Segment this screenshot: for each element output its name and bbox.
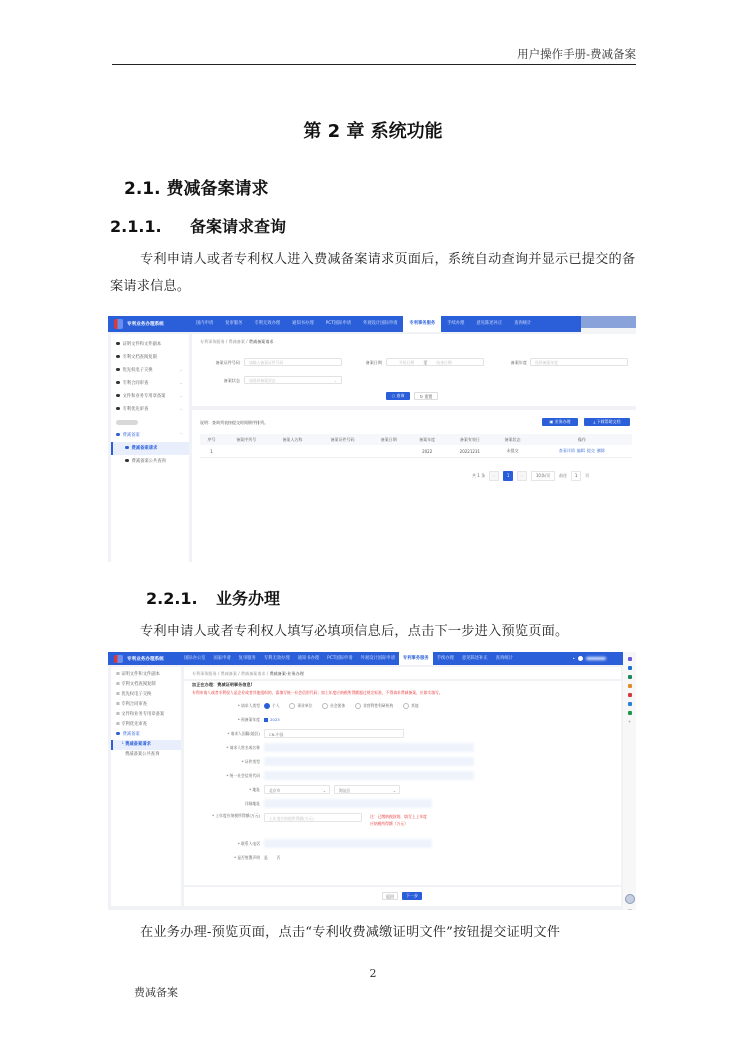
date-end: 结束日期: [436, 360, 452, 365]
field-label: * 统一社会信用代码: [226, 773, 260, 778]
section-number: 2.1.1.: [110, 217, 162, 236]
cell-operations: [532, 445, 632, 458]
sidebar-item-fee-filing-public-query[interactable]: 费减备案公共查询: [125, 752, 160, 757]
bullet-icon: [116, 381, 120, 385]
field-credit-code: [184, 771, 621, 781]
divider: [184, 885, 621, 887]
id-number-input[interactable]: 请输入备案证件号码: [244, 358, 342, 366]
column-header: 操作: [532, 434, 632, 445]
radio-option[interactable]: 非营利性科研机构: [355, 703, 393, 708]
list-icon: ☰: [116, 672, 122, 677]
bullet-icon: [116, 342, 120, 346]
taxable-income-input[interactable]: 上年度应纳税所得额(万元): [264, 813, 362, 822]
province-select[interactable]: 北京市 ⌄: [264, 785, 330, 794]
screenshot-business-handling: [108, 652, 636, 910]
radio-checked-icon: [264, 703, 270, 709]
breadcrumb-item[interactable]: 专利事务服务: [192, 671, 217, 676]
column-header: 备案有效日: [446, 434, 493, 445]
back-button[interactable]: 返回: [382, 892, 398, 900]
column-header: 备案人名称: [269, 434, 315, 445]
sidebar-item[interactable]: 专利文档查阅复制: [111, 351, 189, 364]
extension-icon[interactable]: [628, 702, 632, 706]
app-logo: [108, 319, 190, 329]
column-header: 备案年度: [408, 434, 447, 445]
download-help-button[interactable]: ⤓ 下载帮助文档: [584, 418, 630, 426]
status-placeholder: 请选择备案状态: [249, 378, 276, 383]
field-applicant-type: [184, 701, 621, 711]
filing-table: [200, 434, 632, 458]
screenshot-request-query: [108, 316, 636, 562]
field-filing-year: [184, 715, 621, 725]
nav-item[interactable]: 专利无效办理: [254, 321, 281, 326]
running-footer: 费减备案: [134, 986, 178, 999]
bullet-icon: [116, 407, 120, 411]
bell-icon[interactable]: •: [572, 656, 575, 661]
avatar: [578, 656, 583, 661]
business-handle-button[interactable]: ▣ 业务办理: [542, 418, 578, 426]
chevron-down-icon: ⌄: [179, 394, 183, 399]
column-header: 序号: [200, 434, 223, 445]
sidebar-group-fee-filing[interactable]: 费减备案 ⌃: [111, 429, 189, 442]
field-id-type: [184, 757, 621, 767]
list-icon: ☰: [116, 682, 122, 687]
chevron-down-icon: ⌄: [322, 788, 326, 793]
field-detail-address: [184, 799, 621, 809]
running-header: [112, 46, 636, 65]
bullet-icon: [125, 459, 129, 463]
bullet-icon: [116, 368, 120, 372]
extension-icon[interactable]: [628, 657, 632, 661]
nav-item[interactable]: 国内申请: [196, 321, 214, 326]
date-label: 备案日期: [365, 360, 382, 365]
section-number: 2.2.1.: [146, 589, 198, 608]
field-label: * 上年度应纳税所得额(万元): [212, 813, 260, 818]
breadcrumb: 专利事务服务 / 费减备案 / 费减备案请求: [200, 339, 274, 344]
radio-icon: [289, 703, 295, 709]
column-header: 备案序列号: [223, 434, 269, 445]
breadcrumb-item[interactable]: 专利事务服务: [200, 339, 225, 344]
top-nav-bar: [108, 652, 623, 665]
year-checkbox[interactable]: 2023: [264, 715, 280, 725]
nav-item[interactable]: 外观设计国际申请: [360, 656, 395, 661]
nav-item[interactable]: 复审服务: [238, 656, 256, 661]
extension-icon[interactable]: [628, 675, 632, 679]
assistant-avatar-icon[interactable]: [625, 894, 635, 904]
field-label: * 请求人姓名或名称: [226, 745, 260, 750]
sidebar-item[interactable]: ☰ 专利文档查阅复制: [116, 682, 156, 687]
radio-option[interactable]: 社会团体: [322, 703, 345, 708]
field-label: * 是否签署声明: [234, 855, 260, 860]
field-contact-phone: [184, 839, 621, 849]
form-warning: 专利申请人或者专利权人是企业或者其他组织的，需填写统一社会信用代码；如上年度应纳税所得额超过规定标准，不得请求费减备案，应如实填写。: [192, 690, 443, 695]
status-label: 备案状态: [223, 378, 240, 383]
user-menu[interactable]: [573, 656, 606, 661]
sidebar-item[interactable]: ☰ 优先权电子交换: [116, 692, 152, 697]
logo-icon: [114, 319, 123, 329]
field-label: * 请求人国籍(地区): [227, 731, 260, 736]
nav-item[interactable]: 外观设计国际申请: [363, 321, 398, 326]
nav-item[interactable]: 意见陈述补正: [461, 656, 488, 661]
next-step-button[interactable]: 下一步: [402, 892, 422, 900]
running-header-text: 用户操作手册-费减备案: [517, 47, 636, 61]
sidebar-item[interactable]: ☰ 证明文件和文件副本: [116, 672, 160, 677]
app-title: 专利业务办理系统: [127, 656, 164, 662]
list-icon: ☰: [116, 692, 122, 697]
year-label: 备案年度: [510, 360, 527, 365]
refresh-icon: ↻: [419, 394, 425, 399]
nav-item[interactable]: 手续办理: [447, 321, 465, 326]
total-count: 共 1 条: [472, 473, 486, 478]
cell-name: [269, 445, 315, 458]
nav-item[interactable]: PCT国际申请: [327, 656, 353, 661]
section-title: 业务办理: [216, 589, 281, 608]
chevron-down-icon: ⌄: [179, 381, 183, 386]
field-label: * 证件类型: [241, 759, 260, 764]
field-label: * 预备案年度: [237, 717, 260, 722]
table-row: [200, 445, 632, 458]
nav-item[interactable]: 通知书办理: [297, 656, 320, 661]
table-header-row: [200, 434, 632, 445]
nav-item[interactable]: 国家申请: [213, 656, 231, 661]
goto-label: 前往: [559, 473, 568, 478]
divider: [192, 406, 636, 410]
bullet-icon: [125, 446, 129, 450]
breadcrumb-item[interactable]: 费减备案: [220, 671, 237, 676]
year-input[interactable]: 选择备案年度: [530, 358, 628, 366]
chevron-down-icon: ⌄: [392, 788, 396, 793]
nav-item-active[interactable]: 专利事务服务: [403, 316, 441, 332]
column-header: 备案证件号码: [316, 434, 370, 445]
reset-button[interactable]: ↻ 重置: [414, 392, 438, 400]
chapter-title: 第 2 章 系统功能: [303, 121, 443, 142]
section-heading-2-1-1: [110, 214, 286, 237]
chevron-down-icon: ⌄: [179, 407, 183, 412]
taxable-income-note: 注：已缴纳税款的，填写上上年度应纳税所得额（万元）: [370, 814, 427, 826]
radio-icon: [355, 703, 361, 709]
sidebar-item-fee-filing-request[interactable]: 费减备案请求: [111, 442, 189, 455]
column-header: 备案状态: [493, 434, 532, 445]
page-button[interactable]: 1: [503, 471, 513, 481]
district-select[interactable]: 海淀区 ⌄: [334, 785, 400, 794]
delete-link[interactable]: 删除: [596, 448, 605, 453]
nav-item[interactable]: 复审服务: [225, 321, 243, 326]
bullet-icon: [116, 732, 120, 736]
sidebar-item[interactable]: ☰ 专利优先审查: [116, 722, 147, 727]
submit-link[interactable]: 提交: [586, 448, 595, 453]
paragraph-business-intro: 专利申请人或者专利权人填写必填项信息后，点击下一步进入预览页面。: [140, 624, 569, 639]
edit-link[interactable]: 编辑: [576, 448, 585, 453]
status-select[interactable]: [244, 376, 342, 384]
cell-serial: [223, 445, 269, 458]
field-nationality: [184, 729, 621, 739]
sidebar-item[interactable]: 专利优先审查 ⌄: [111, 403, 189, 416]
date-separator: 至: [423, 360, 428, 365]
document-icon: ▣: [549, 419, 555, 424]
field-applicant-name: [184, 743, 621, 753]
nav-item[interactable]: 通知书办理: [292, 321, 314, 326]
list-note: 说明：查询列表按提交时间倒序排列。: [200, 420, 268, 425]
goto-page-input[interactable]: 1: [571, 471, 581, 481]
radio-option-no[interactable]: 否: [276, 855, 281, 860]
redacted-username: [586, 657, 606, 660]
main-content: [184, 667, 621, 906]
cell-valid-until: 20221231: [446, 445, 493, 458]
radio-group: [264, 853, 280, 863]
nav-item[interactable]: 查询统计: [495, 656, 513, 661]
cell-status: 未提交: [493, 445, 532, 458]
field-label: * 联系人电话: [237, 841, 260, 846]
top-nav-bar: [108, 316, 636, 332]
radio-option[interactable]: 事业单位: [289, 703, 312, 708]
field-label: * 地址: [249, 787, 260, 792]
radio-option-yes[interactable]: 是: [264, 855, 268, 860]
section-heading-2-1: 2.1. 费减备案请求: [124, 179, 269, 199]
download-icon: ⤓: [593, 419, 597, 424]
sidebar-group-fee-filing[interactable]: 费减备案: [111, 730, 181, 740]
view-detail-link[interactable]: 查看详情: [558, 448, 575, 453]
redacted-item: [116, 420, 138, 425]
pagination: [472, 471, 589, 481]
extension-icon[interactable]: [628, 711, 632, 715]
nav-item[interactable]: 国际办公室: [184, 656, 206, 661]
credit-code-input[interactable]: [264, 771, 474, 780]
field-address: [184, 785, 621, 795]
list-icon: ☰: [116, 722, 122, 727]
id-number-label: 备案证件号码: [215, 360, 240, 365]
field-label: * 请求人类型: [237, 703, 260, 708]
extension-icon[interactable]: [628, 684, 632, 688]
radio-option[interactable]: 个人: [264, 703, 280, 708]
cell-date: [369, 445, 408, 458]
section-heading-2-2-1: [146, 586, 280, 609]
app-title: 专利业务办理系统: [127, 322, 164, 327]
sidebar-item[interactable]: 证明文件和文件副本: [111, 338, 189, 351]
radio-group: [264, 701, 419, 711]
field-taxable-income: [184, 813, 621, 829]
next-page-button[interactable]: ›: [517, 471, 527, 481]
radio-icon: [403, 703, 409, 709]
sidebar: [111, 667, 181, 906]
nav-item[interactable]: 查询统计: [514, 321, 532, 326]
sidebar: [111, 334, 189, 562]
date-range-input[interactable]: [386, 358, 484, 366]
sidebar-item[interactable]: ☰ 文件和业务专用章备案: [116, 712, 165, 717]
paragraph-preview-intro: 在业务办理-预览页面，点击“专利收费减缴证明文件”按钮提交证明文件: [140, 925, 561, 940]
bullet-icon: [116, 355, 120, 359]
extension-icon[interactable]: [628, 693, 632, 697]
page-number: 2: [369, 967, 377, 980]
field-label: 详细地址: [244, 801, 260, 806]
nav-item[interactable]: PCT国际申请: [325, 321, 352, 326]
radio-icon: [322, 703, 328, 709]
checkbox-checked-icon: [264, 718, 268, 722]
bullet-icon: [116, 394, 120, 398]
tree-branch-icon: └: [121, 742, 126, 747]
paragraph-query-intro: 专利申请人或者专利权人进入费减备案请求页面后，系统自动查询并显示已提交的备案请求信息。: [110, 252, 636, 294]
prev-page-button[interactable]: ‹: [489, 471, 499, 481]
sidebar-item[interactable]: 专利合同审查 ⌄: [111, 377, 189, 390]
sidebar-item-fee-filing-request[interactable]: └ 费减备案请求: [111, 740, 181, 750]
form-header: 加正在办理：费减证明事务信息!: [192, 682, 253, 687]
nav-item-active[interactable]: 专利事务服务: [399, 652, 433, 665]
page-size-select[interactable]: 10条/页: [531, 471, 555, 481]
settings-icon[interactable]: [628, 909, 632, 910]
bullet-icon: [116, 433, 120, 437]
date-start: 开始日期: [399, 360, 415, 365]
section-title: 备案请求查询: [190, 217, 287, 236]
field-declaration: [184, 853, 621, 863]
breadcrumb-current: 费减备案请求: [248, 339, 274, 344]
cell-index: 1: [200, 445, 223, 458]
breadcrumb: 专利事务服务 / 费减备案 / 费减备案请求 / 费减备案-业务办理: [192, 671, 304, 676]
breadcrumb-item[interactable]: 费减备案: [228, 339, 245, 344]
browser-side-rail: [623, 652, 636, 910]
sidebar-item[interactable]: ☰ 专利合同审查: [116, 702, 147, 707]
column-header: 备案日期: [369, 434, 408, 445]
divider: [184, 679, 621, 681]
nav-item[interactable]: 意见陈述补正: [476, 321, 503, 326]
list-icon: ☰: [116, 702, 122, 707]
contact-phone-input[interactable]: [264, 839, 432, 848]
sidebar-item[interactable]: 文件和业务专用章备案 ⌄: [111, 390, 189, 403]
logo-icon: [114, 655, 123, 663]
nav-item[interactable]: 手续办理: [436, 656, 454, 661]
app-logo: [108, 655, 180, 663]
breadcrumb-item[interactable]: 费减备案请求: [240, 671, 266, 676]
cell-year: 2022: [408, 445, 447, 458]
chevron-up-icon: ⌃: [179, 433, 183, 438]
main-content: [192, 334, 636, 562]
chevron-down-icon: ⌄: [333, 378, 337, 383]
add-icon[interactable]: +: [627, 719, 632, 724]
extension-icon[interactable]: [628, 666, 632, 670]
breadcrumb-current: 费减备案-业务办理: [269, 671, 304, 676]
list-icon: ☰: [116, 712, 122, 717]
detail-address-input[interactable]: [264, 799, 432, 808]
chevron-down-icon: ⌄: [179, 368, 183, 373]
radio-option[interactable]: 其他: [403, 703, 419, 708]
nationality-input[interactable]: CN-中国: [264, 729, 404, 738]
nav-item[interactable]: 专利无效办理: [263, 656, 290, 661]
applicant-name-input[interactable]: [264, 743, 474, 752]
search-icon: ○: [391, 393, 397, 398]
cell-id-number: [316, 445, 370, 458]
page-suffix: 页: [585, 473, 590, 478]
sidebar-item-fee-filing-public-query[interactable]: 费减备案公共查询: [111, 455, 189, 468]
query-button[interactable]: ○ 查询: [386, 392, 410, 400]
sidebar-item[interactable]: 优先权电子交换 ⌄: [111, 364, 189, 377]
id-type-input[interactable]: [264, 757, 474, 766]
